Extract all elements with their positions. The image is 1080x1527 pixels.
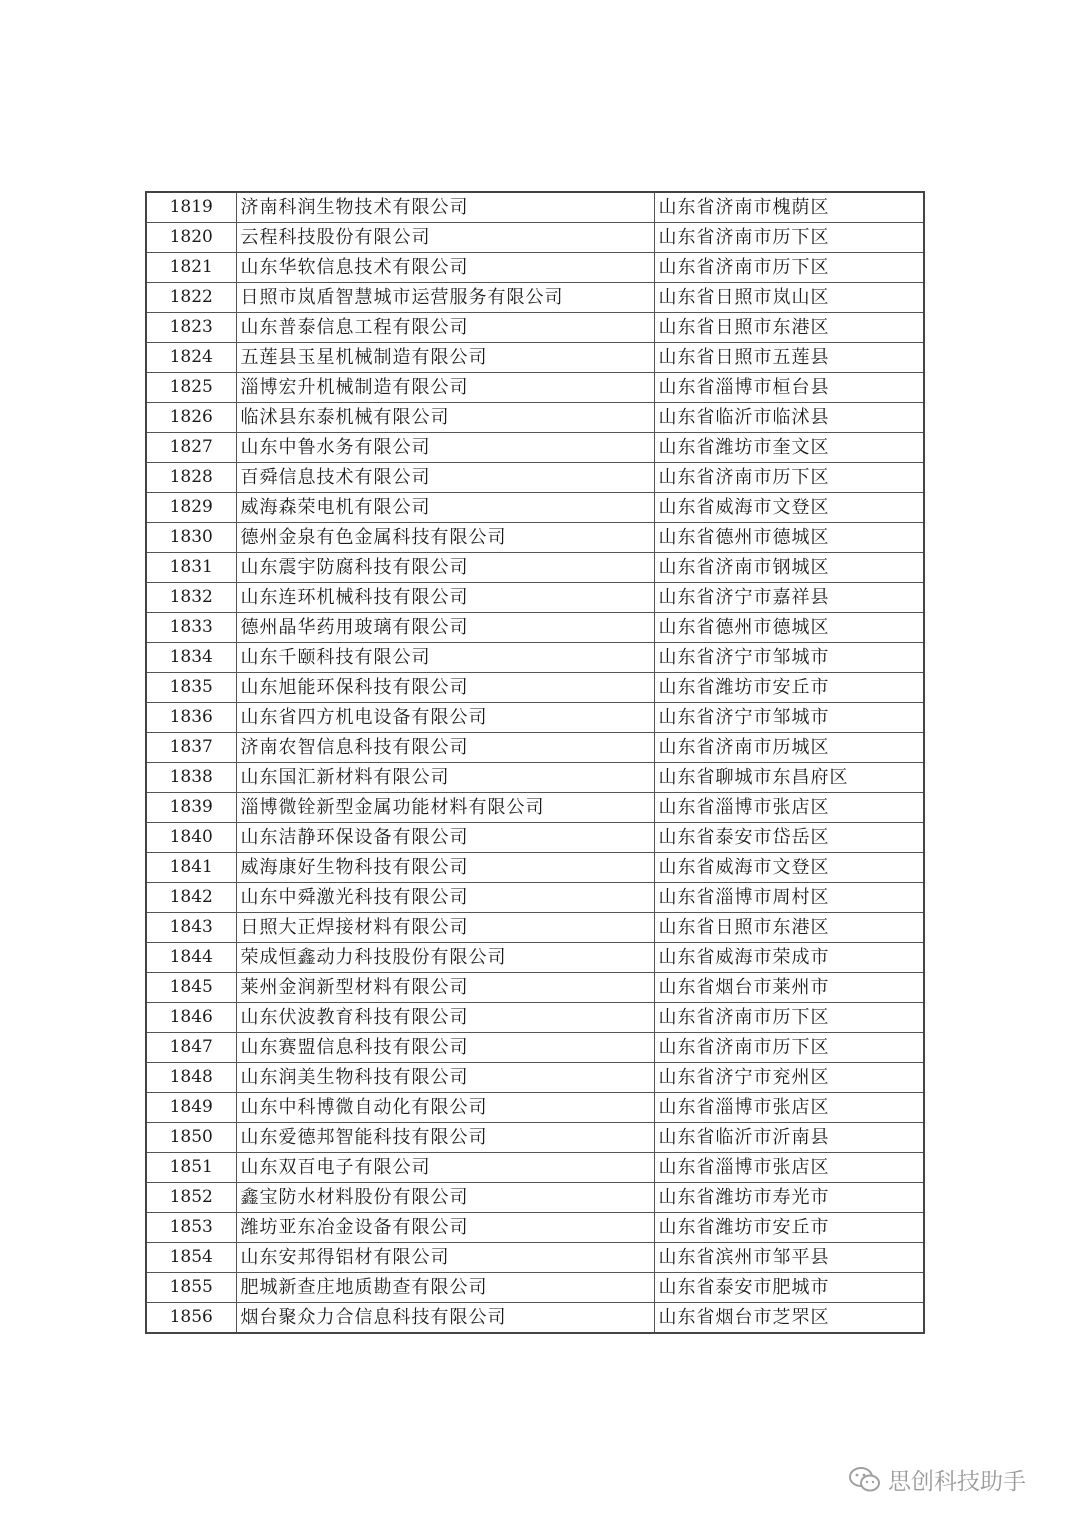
company-location: 山东省潍坊市安丘市 (654, 673, 924, 703)
company-name: 百舜信息技术有限公司 (236, 463, 654, 493)
table-row (146, 1093, 924, 1123)
company-list-table (145, 191, 925, 1334)
row-number: 1830 (146, 523, 236, 553)
company-location: 山东省潍坊市安丘市 (654, 1213, 924, 1243)
table-row (146, 253, 924, 283)
table-row (146, 523, 924, 553)
company-location: 山东省淄博市张店区 (654, 1153, 924, 1183)
company-name: 五莲县玉星机械制造有限公司 (236, 343, 654, 373)
row-number: 1821 (146, 253, 236, 283)
company-name: 山东普泰信息工程有限公司 (236, 313, 654, 343)
company-name: 德州晶华药用玻璃有限公司 (236, 613, 654, 643)
company-name: 云程科技股份有限公司 (236, 223, 654, 253)
table-row (146, 373, 924, 403)
row-number: 1822 (146, 283, 236, 313)
row-number: 1848 (146, 1063, 236, 1093)
table-row (146, 703, 924, 733)
company-name: 山东省四方机电设备有限公司 (236, 703, 654, 733)
company-name: 肥城新查庄地质勘查有限公司 (236, 1273, 654, 1303)
company-location: 山东省日照市岚山区 (654, 283, 924, 313)
company-location: 山东省日照市东港区 (654, 313, 924, 343)
row-number: 1853 (146, 1213, 236, 1243)
company-location: 山东省济南市历城区 (654, 733, 924, 763)
company-name: 荣成恒鑫动力科技股份有限公司 (236, 943, 654, 973)
company-name: 山东震宇防腐科技有限公司 (236, 553, 654, 583)
company-name: 山东润美生物科技有限公司 (236, 1063, 654, 1093)
company-name: 鑫宝防水材料股份有限公司 (236, 1183, 654, 1213)
table-row (146, 913, 924, 943)
row-number: 1854 (146, 1243, 236, 1273)
company-name: 山东连环机械科技有限公司 (236, 583, 654, 613)
company-list-table-container (145, 191, 923, 1334)
company-name: 烟台聚众力合信息科技有限公司 (236, 1303, 654, 1334)
company-name: 日照市岚盾智慧城市运营服务有限公司 (236, 283, 654, 313)
row-number: 1851 (146, 1153, 236, 1183)
table-body (146, 192, 924, 1333)
company-location: 山东省临沂市沂南县 (654, 1123, 924, 1153)
company-location: 山东省济宁市邹城市 (654, 643, 924, 673)
company-location: 山东省烟台市芝罘区 (654, 1303, 924, 1334)
company-name: 威海康好生物科技有限公司 (236, 853, 654, 883)
table-row (146, 1123, 924, 1153)
company-name: 威海森荣电机有限公司 (236, 493, 654, 523)
row-number: 1834 (146, 643, 236, 673)
row-number: 1827 (146, 433, 236, 463)
table-row (146, 733, 924, 763)
company-name: 莱州金润新型材料有限公司 (236, 973, 654, 1003)
company-location: 山东省济南市槐荫区 (654, 192, 924, 223)
row-number: 1840 (146, 823, 236, 853)
company-location: 山东省日照市东港区 (654, 913, 924, 943)
company-location: 山东省济宁市兖州区 (654, 1063, 924, 1093)
company-name: 济南农智信息科技有限公司 (236, 733, 654, 763)
company-location: 山东省济南市历下区 (654, 1033, 924, 1063)
row-number: 1847 (146, 1033, 236, 1063)
company-location: 山东省淄博市张店区 (654, 1093, 924, 1123)
table-row (146, 643, 924, 673)
company-location: 山东省济宁市邹城市 (654, 703, 924, 733)
company-name: 山东中科博微自动化有限公司 (236, 1093, 654, 1123)
company-name: 山东华软信息技术有限公司 (236, 253, 654, 283)
company-location: 山东省济南市历下区 (654, 253, 924, 283)
company-location: 山东省济南市钢城区 (654, 553, 924, 583)
row-number: 1820 (146, 223, 236, 253)
table-row (146, 1213, 924, 1243)
company-name: 山东双百电子有限公司 (236, 1153, 654, 1183)
row-number: 1849 (146, 1093, 236, 1123)
table-row (146, 1153, 924, 1183)
row-number: 1838 (146, 763, 236, 793)
company-name: 山东千颐科技有限公司 (236, 643, 654, 673)
table-row (146, 1033, 924, 1063)
company-name: 淄博微铨新型金属功能材料有限公司 (236, 793, 654, 823)
company-location: 山东省临沂市临沭县 (654, 403, 924, 433)
company-name: 山东国汇新材料有限公司 (236, 763, 654, 793)
table-row (146, 583, 924, 613)
table-row (146, 493, 924, 523)
table-row (146, 463, 924, 493)
row-number: 1833 (146, 613, 236, 643)
table-row (146, 673, 924, 703)
row-number: 1823 (146, 313, 236, 343)
table-row (146, 223, 924, 253)
row-number: 1836 (146, 703, 236, 733)
row-number: 1850 (146, 1123, 236, 1153)
table-row (146, 943, 924, 973)
company-location: 山东省聊城市东昌府区 (654, 763, 924, 793)
row-number: 1843 (146, 913, 236, 943)
row-number: 1819 (146, 192, 236, 223)
table-row (146, 823, 924, 853)
row-number: 1856 (146, 1303, 236, 1334)
table-row (146, 283, 924, 313)
company-location: 山东省威海市荣成市 (654, 943, 924, 973)
company-location: 山东省泰安市肥城市 (654, 1273, 924, 1303)
table-row (146, 1243, 924, 1273)
company-name: 临沭县东泰机械有限公司 (236, 403, 654, 433)
row-number: 1825 (146, 373, 236, 403)
table-row (146, 553, 924, 583)
table-row (146, 1273, 924, 1303)
company-name: 山东中舜激光科技有限公司 (236, 883, 654, 913)
row-number: 1845 (146, 973, 236, 1003)
table-row (146, 192, 924, 223)
company-location: 山东省济南市历下区 (654, 223, 924, 253)
company-location: 山东省潍坊市寿光市 (654, 1183, 924, 1213)
table-row (146, 433, 924, 463)
watermark-text: 思创科技助手 (888, 1469, 1026, 1495)
table-row (146, 973, 924, 1003)
company-location: 山东省淄博市桓台县 (654, 373, 924, 403)
company-name: 山东旭能环保科技有限公司 (236, 673, 654, 703)
table-row (146, 793, 924, 823)
company-name: 山东爱德邦智能科技有限公司 (236, 1123, 654, 1153)
row-number: 1826 (146, 403, 236, 433)
company-name: 山东洁静环保设备有限公司 (236, 823, 654, 853)
row-number: 1829 (146, 493, 236, 523)
company-location: 山东省威海市文登区 (654, 853, 924, 883)
company-name: 德州金泉有色金属科技有限公司 (236, 523, 654, 553)
company-name: 日照大正焊接材料有限公司 (236, 913, 654, 943)
row-number: 1835 (146, 673, 236, 703)
company-name: 淄博宏升机械制造有限公司 (236, 373, 654, 403)
table-row (146, 1183, 924, 1213)
company-location: 山东省济南市历下区 (654, 463, 924, 493)
company-location: 山东省德州市德城区 (654, 613, 924, 643)
company-name: 山东赛盟信息科技有限公司 (236, 1033, 654, 1063)
watermark (848, 1463, 1026, 1496)
row-number: 1831 (146, 553, 236, 583)
table-row (146, 1303, 924, 1334)
row-number: 1832 (146, 583, 236, 613)
table-row (146, 313, 924, 343)
row-number: 1837 (146, 733, 236, 763)
row-number: 1841 (146, 853, 236, 883)
company-location: 山东省淄博市张店区 (654, 793, 924, 823)
row-number: 1828 (146, 463, 236, 493)
company-location: 山东省德州市德城区 (654, 523, 924, 553)
company-name: 济南科润生物技术有限公司 (236, 192, 654, 223)
table-row (146, 403, 924, 433)
row-number: 1852 (146, 1183, 236, 1213)
row-number: 1846 (146, 1003, 236, 1033)
row-number: 1824 (146, 343, 236, 373)
company-location: 山东省潍坊市奎文区 (654, 433, 924, 463)
row-number: 1855 (146, 1273, 236, 1303)
row-number: 1839 (146, 793, 236, 823)
company-location: 山东省济南市历下区 (654, 1003, 924, 1033)
company-location: 山东省淄博市周村区 (654, 883, 924, 913)
table-row (146, 613, 924, 643)
table-row (146, 1063, 924, 1093)
row-number: 1844 (146, 943, 236, 973)
table-row (146, 883, 924, 913)
table-row (146, 853, 924, 883)
row-number: 1842 (146, 883, 236, 913)
company-location: 山东省济宁市嘉祥县 (654, 583, 924, 613)
company-name: 山东安邦得铝材有限公司 (236, 1243, 654, 1273)
wechat-icon (848, 1466, 882, 1494)
table-row (146, 343, 924, 373)
company-name: 山东中鲁水务有限公司 (236, 433, 654, 463)
table-row (146, 763, 924, 793)
company-location: 山东省泰安市岱岳区 (654, 823, 924, 853)
table-row (146, 1003, 924, 1033)
company-name: 山东伏波教育科技有限公司 (236, 1003, 654, 1033)
company-location: 山东省威海市文登区 (654, 493, 924, 523)
company-location: 山东省滨州市邹平县 (654, 1243, 924, 1273)
company-location: 山东省日照市五莲县 (654, 343, 924, 373)
company-location: 山东省烟台市莱州市 (654, 973, 924, 1003)
company-name: 潍坊亚东冶金设备有限公司 (236, 1213, 654, 1243)
